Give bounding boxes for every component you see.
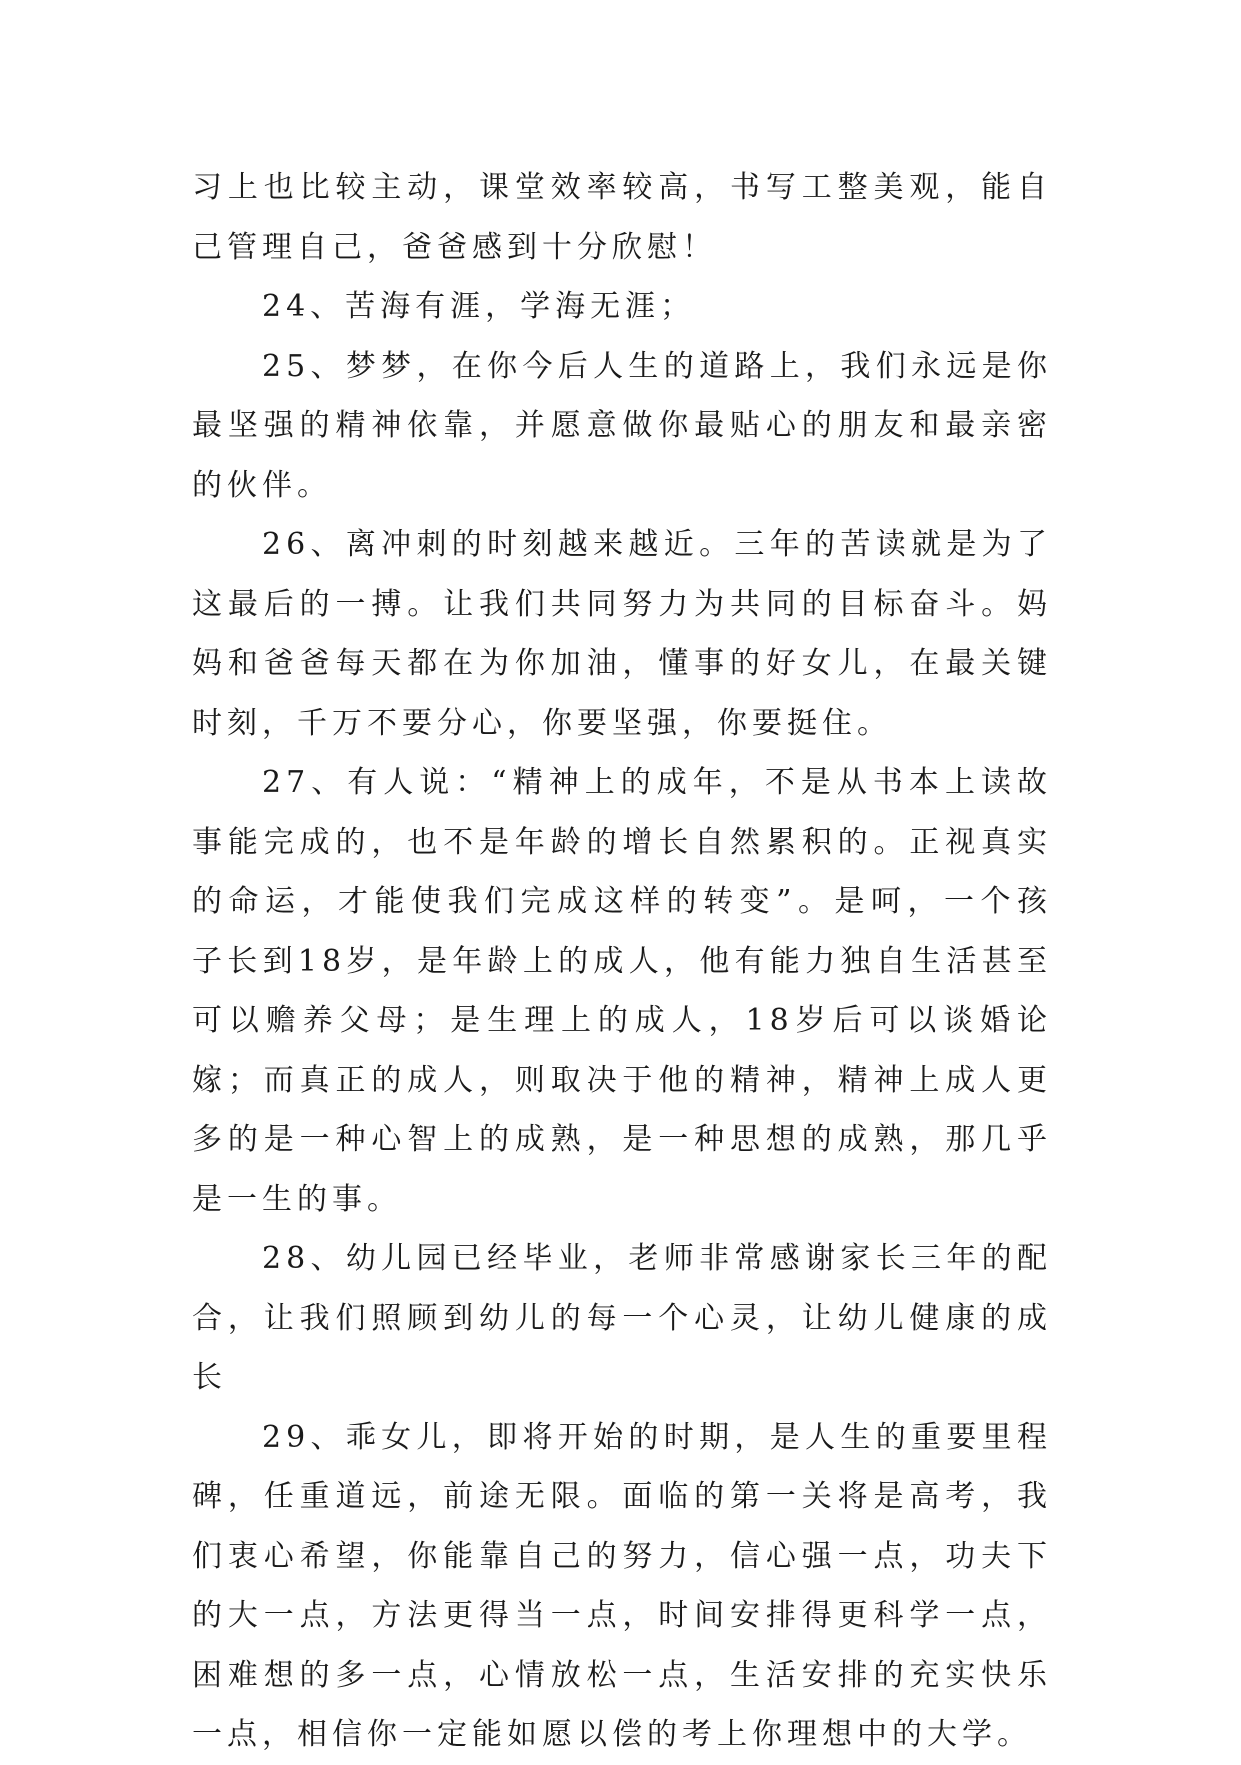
paragraph-item-26: 26、离冲刺的时刻越来越近。三年的苦读就是为了这最后的一搏。让我们共同努力为共同的目标奋斗。妈妈和爸爸每天都在为你加油，懂事的好女儿，在最关键时刻，千万不要分心，你要坚强，你要挺住。	[192, 527, 1052, 741]
paragraph-continuation: 习上也比较主动，课堂效率较高，书写工整美观，能自己管理自己，爸爸感到十分欣慰！	[192, 170, 1052, 265]
paragraph-item-27: 27、有人说：“精神上的成年，不是从书本上读故事能完成的，也不是年龄的增长自然累积的。正视真实的命运，才能使我们完成这样的转变”。是呵，一个孩子长到18岁，是年龄上的成人，他有能力独自生活甚至可以赡养父母；是生理上的成人，18岁后可以谈婚论嫁；而真正的成人，则取决于他的精神，精神上成人更多的是一种心智上的成熟，是一种思想的成熟，那几乎是一生的事。	[192, 765, 1052, 1217]
paragraph-item-28: 28、幼儿园已经毕业，老师非常感谢家长三年的配合，让我们照顾到幼儿的每一个心灵，让幼儿健康的成长	[192, 1241, 1052, 1395]
paragraph-item-29: 29、乖女儿，即将开始的时期，是人生的重要里程碑，任重道远，前途无限。面临的第一关将是高考，我们衷心希望，你能靠自己的努力，信心强一点，功夫下的大一点，方法更得当一点，时间安排得更科学一点，困难想的多一点，心情放松一点，生活安排的充实快乐一点，相信你一定能如愿以偿的考上你理想中的大学。	[192, 1419, 1052, 1752]
paragraph-item-25: 25、梦梦，在你今后人生的道路上，我们永远是你最坚强的精神依靠，并愿意做你最贴心的朋友和最亲密的伙伴。	[192, 348, 1052, 503]
document-body	[192, 158, 1052, 1765]
paragraph-item-24: 24、苦海有涯，学海无涯；	[262, 289, 696, 324]
